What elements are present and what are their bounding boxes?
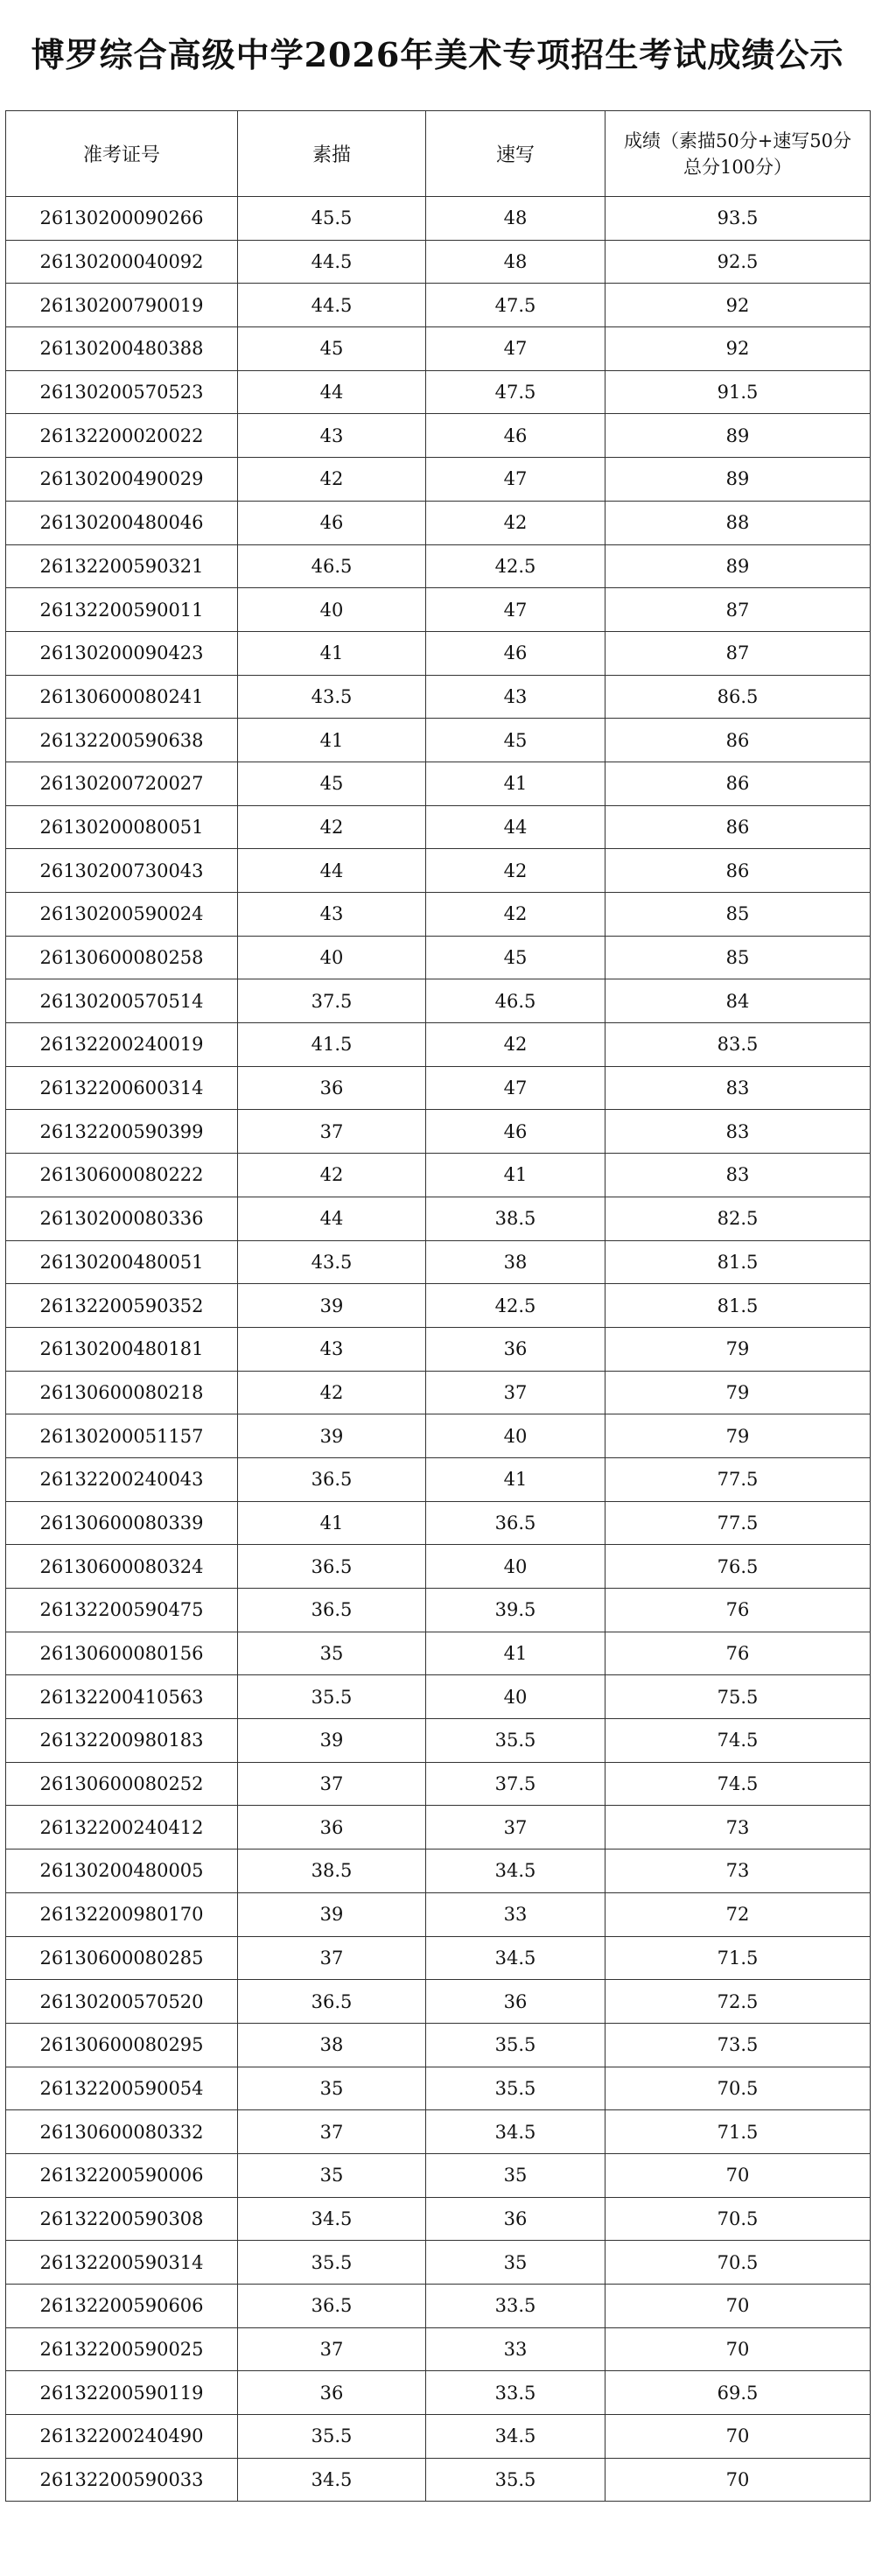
cell-sketch: 46.5 [238,544,426,588]
cell-quick-sketch: 48 [426,240,606,284]
score-table [5,110,871,2502]
cell-sketch: 43 [238,414,426,458]
cell-sketch: 36.5 [238,2285,426,2328]
cell-total-score: 92 [606,327,871,371]
cell-exam-id: 26132200590119 [6,2371,238,2415]
cell-total-score: 83 [606,1154,871,1197]
cell-exam-id: 26132200590606 [6,2285,238,2328]
cell-quick-sketch: 35.5 [426,1719,606,1763]
table-row [6,979,871,1023]
table-row [6,2241,871,2285]
table-row [6,370,871,414]
cell-exam-id: 26132200240043 [6,1457,238,1501]
cell-total-score: 83.5 [606,1023,871,1067]
cell-quick-sketch: 47.5 [426,370,606,414]
cell-total-score: 86 [606,762,871,805]
table-row [6,2458,871,2502]
cell-quick-sketch: 35.5 [426,2067,606,2110]
table-row [6,544,871,588]
table-row [6,1675,871,1719]
cell-exam-id: 26130600080156 [6,1632,238,1675]
cell-sketch: 42 [238,1371,426,1414]
cell-quick-sketch: 38.5 [426,1197,606,1240]
table-row [6,458,871,502]
header-sketch: 素描 [238,111,426,197]
cell-quick-sketch: 33.5 [426,2285,606,2328]
cell-quick-sketch: 43 [426,675,606,719]
cell-quick-sketch: 42 [426,849,606,893]
cell-sketch: 36 [238,1806,426,1850]
table-row [6,1066,871,1110]
cell-total-score: 70 [606,2327,871,2371]
cell-exam-id: 26132200980170 [6,1892,238,1936]
cell-sketch: 46 [238,501,426,544]
cell-total-score: 89 [606,414,871,458]
cell-total-score: 83 [606,1110,871,1154]
cell-total-score: 87 [606,631,871,675]
cell-total-score: 86.5 [606,675,871,719]
cell-total-score: 85 [606,893,871,937]
cell-total-score: 93.5 [606,197,871,241]
cell-total-score: 79 [606,1414,871,1458]
cell-quick-sketch: 36 [426,1980,606,2024]
table-row [6,1284,871,1328]
cell-exam-id: 26132200590308 [6,2197,238,2241]
cell-total-score: 91.5 [606,370,871,414]
cell-exam-id: 26132200590025 [6,2327,238,2371]
cell-total-score: 92.5 [606,240,871,284]
cell-sketch: 45.5 [238,197,426,241]
cell-exam-id: 26130200480046 [6,501,238,544]
cell-sketch: 39 [238,1414,426,1458]
table-row [6,2153,871,2197]
cell-total-score: 76 [606,1589,871,1632]
cell-quick-sketch: 42 [426,501,606,544]
cell-quick-sketch: 48 [426,197,606,241]
cell-sketch: 36.5 [238,1545,426,1589]
cell-total-score: 70 [606,2153,871,2197]
cell-exam-id: 26130200790019 [6,284,238,327]
cell-quick-sketch: 41 [426,1457,606,1501]
cell-exam-id: 26130200490029 [6,458,238,502]
table-row [6,1110,871,1154]
table-row [6,197,871,241]
cell-total-score: 70.5 [606,2067,871,2110]
cell-quick-sketch: 40 [426,1675,606,1719]
cell-exam-id: 26132200590054 [6,2067,238,2110]
cell-exam-id: 26132200590011 [6,588,238,632]
cell-quick-sketch: 46 [426,631,606,675]
cell-exam-id: 26130600080252 [6,1762,238,1806]
cell-quick-sketch: 42 [426,893,606,937]
header-total-score [606,111,871,197]
table-row [6,414,871,458]
table-header-row [6,111,871,197]
cell-exam-id: 26130200080051 [6,805,238,849]
cell-quick-sketch: 35.5 [426,2023,606,2067]
table-row [6,1545,871,1589]
cell-sketch: 41 [238,719,426,762]
cell-exam-id: 26132200590006 [6,2153,238,2197]
table-row [6,1154,871,1197]
cell-quick-sketch: 46.5 [426,979,606,1023]
table-row [6,1197,871,1240]
header-total-score-line2: 总分100分） [682,156,793,178]
cell-exam-id: 26130200570523 [6,370,238,414]
cell-exam-id: 26132200240490 [6,2415,238,2459]
cell-exam-id: 26130200480051 [6,1240,238,1284]
table-row [6,1762,871,1806]
table-row [6,1457,871,1501]
table-row [6,2285,871,2328]
cell-sketch: 41 [238,1501,426,1545]
cell-total-score: 76.5 [606,1545,871,1589]
table-row [6,2023,871,2067]
cell-sketch: 37 [238,1762,426,1806]
cell-quick-sketch: 44 [426,805,606,849]
table-row [6,893,871,937]
cell-exam-id: 26130200051157 [6,1414,238,1458]
cell-sketch: 37 [238,2110,426,2154]
table-row [6,2067,871,2110]
table-row [6,1806,871,1850]
cell-quick-sketch: 34.5 [426,2110,606,2154]
table-row [6,1023,871,1067]
table-row [6,588,871,632]
cell-exam-id: 26132200590399 [6,1110,238,1154]
cell-total-score: 84 [606,979,871,1023]
table-row [6,1850,871,1893]
cell-total-score: 89 [606,458,871,502]
cell-quick-sketch: 41 [426,1632,606,1675]
table-row [6,1719,871,1763]
cell-exam-id: 26130200080336 [6,1197,238,1240]
table-row [6,631,871,675]
cell-total-score: 74.5 [606,1719,871,1763]
cell-total-score: 86 [606,719,871,762]
cell-quick-sketch: 37 [426,1371,606,1414]
cell-sketch: 39 [238,1284,426,1328]
page-title: 博罗综合高级中学2026年美术专项招生考试成绩公示 [31,35,844,74]
cell-total-score: 73.5 [606,2023,871,2067]
table-row [6,2415,871,2459]
cell-quick-sketch: 36.5 [426,1501,606,1545]
cell-total-score: 86 [606,805,871,849]
cell-sketch: 36.5 [238,1589,426,1632]
table-row [6,1501,871,1545]
cell-quick-sketch: 37 [426,1806,606,1850]
cell-exam-id: 26130600080241 [6,675,238,719]
cell-total-score: 85 [606,936,871,979]
cell-sketch: 41.5 [238,1023,426,1067]
table-row [6,2110,871,2154]
cell-total-score: 70 [606,2285,871,2328]
cell-quick-sketch: 47 [426,588,606,632]
table-row [6,240,871,284]
cell-exam-id: 26130200570514 [6,979,238,1023]
cell-sketch: 42 [238,458,426,502]
cell-quick-sketch: 34.5 [426,1936,606,1980]
cell-exam-id: 26132200590314 [6,2241,238,2285]
cell-sketch: 39 [238,1892,426,1936]
cell-total-score: 70.5 [606,2197,871,2241]
cell-quick-sketch: 41 [426,762,606,805]
cell-sketch: 38.5 [238,1850,426,1893]
cell-quick-sketch: 40 [426,1414,606,1458]
header-exam-id: 准考证号 [6,111,238,197]
table-row [6,1980,871,2024]
table-row [6,2327,871,2371]
cell-sketch: 36.5 [238,1980,426,2024]
cell-quick-sketch: 47 [426,327,606,371]
cell-exam-id: 26130600080285 [6,1936,238,1980]
cell-total-score: 87 [606,588,871,632]
cell-sketch: 37 [238,1110,426,1154]
cell-sketch: 35.5 [238,1675,426,1719]
cell-quick-sketch: 34.5 [426,2415,606,2459]
table-row [6,1327,871,1371]
cell-quick-sketch: 36 [426,2197,606,2241]
cell-exam-id: 26130200040092 [6,240,238,284]
cell-sketch: 44.5 [238,284,426,327]
cell-quick-sketch: 47.5 [426,284,606,327]
cell-exam-id: 26130200480181 [6,1327,238,1371]
cell-exam-id: 26132200590352 [6,1284,238,1328]
cell-quick-sketch: 34.5 [426,1850,606,1893]
cell-total-score: 79 [606,1327,871,1371]
cell-quick-sketch: 35 [426,2241,606,2285]
cell-exam-id: 26132200590638 [6,719,238,762]
cell-exam-id: 26130600080332 [6,2110,238,2154]
cell-quick-sketch: 33.5 [426,2371,606,2415]
cell-total-score: 86 [606,849,871,893]
cell-quick-sketch: 42 [426,1023,606,1067]
cell-total-score: 71.5 [606,2110,871,2154]
cell-exam-id: 26130200090266 [6,197,238,241]
cell-exam-id: 26132200590033 [6,2458,238,2502]
cell-sketch: 40 [238,936,426,979]
cell-total-score: 81.5 [606,1284,871,1328]
cell-sketch: 44 [238,370,426,414]
cell-total-score: 79 [606,1371,871,1414]
cell-exam-id: 26130600080324 [6,1545,238,1589]
cell-total-score: 89 [606,544,871,588]
table-row [6,762,871,805]
table-row [6,284,871,327]
cell-total-score: 71.5 [606,1936,871,1980]
cell-sketch: 38 [238,2023,426,2067]
cell-sketch: 43.5 [238,675,426,719]
cell-exam-id: 26132200020022 [6,414,238,458]
cell-total-score: 74.5 [606,1762,871,1806]
cell-sketch: 34.5 [238,2458,426,2502]
cell-exam-id: 26130200480388 [6,327,238,371]
cell-sketch: 37 [238,1936,426,1980]
cell-quick-sketch: 40 [426,1545,606,1589]
cell-exam-id: 26132200240019 [6,1023,238,1067]
cell-quick-sketch: 38 [426,1240,606,1284]
cell-total-score: 77.5 [606,1457,871,1501]
table-row [6,1371,871,1414]
cell-quick-sketch: 35.5 [426,2458,606,2502]
cell-sketch: 43 [238,893,426,937]
header-total-score-line1: 成绩（素描50分+速写50分 [623,130,852,151]
cell-quick-sketch: 35 [426,2153,606,2197]
cell-sketch: 45 [238,762,426,805]
cell-quick-sketch: 39.5 [426,1589,606,1632]
cell-sketch: 42 [238,1154,426,1197]
cell-sketch: 37.5 [238,979,426,1023]
table-row [6,327,871,371]
cell-sketch: 44 [238,1197,426,1240]
cell-quick-sketch: 42.5 [426,544,606,588]
cell-total-score: 81.5 [606,1240,871,1284]
cell-exam-id: 26130200720027 [6,762,238,805]
cell-total-score: 70 [606,2415,871,2459]
cell-total-score: 73 [606,1850,871,1893]
cell-quick-sketch: 33 [426,1892,606,1936]
cell-quick-sketch: 46 [426,1110,606,1154]
table-row [6,501,871,544]
cell-total-score: 77.5 [606,1501,871,1545]
cell-total-score: 83 [606,1066,871,1110]
cell-total-score: 70 [606,2458,871,2502]
cell-exam-id: 26130600080222 [6,1154,238,1197]
cell-sketch: 36.5 [238,1457,426,1501]
table-row [6,805,871,849]
cell-quick-sketch: 33 [426,2327,606,2371]
cell-sketch: 45 [238,327,426,371]
cell-total-score: 88 [606,501,871,544]
cell-sketch: 39 [238,1719,426,1763]
cell-exam-id: 26132200410563 [6,1675,238,1719]
table-row [6,1589,871,1632]
cell-sketch: 35.5 [238,2415,426,2459]
cell-exam-id: 26130600080218 [6,1371,238,1414]
table-row [6,719,871,762]
cell-total-score: 76 [606,1632,871,1675]
cell-exam-id: 26132200980183 [6,1719,238,1763]
table-row [6,2197,871,2241]
cell-quick-sketch: 45 [426,936,606,979]
table-row [6,675,871,719]
table-row [6,936,871,979]
cell-sketch: 43 [238,1327,426,1371]
cell-total-score: 75.5 [606,1675,871,1719]
cell-quick-sketch: 41 [426,1154,606,1197]
cell-exam-id: 26132200590321 [6,544,238,588]
table-row [6,1632,871,1675]
cell-total-score: 72.5 [606,1980,871,2024]
cell-quick-sketch: 47 [426,1066,606,1110]
cell-exam-id: 26130600080258 [6,936,238,979]
table-row [6,2371,871,2415]
cell-sketch: 41 [238,631,426,675]
cell-exam-id: 26130200090423 [6,631,238,675]
cell-sketch: 35.5 [238,2241,426,2285]
cell-total-score: 82.5 [606,1197,871,1240]
cell-quick-sketch: 45 [426,719,606,762]
cell-quick-sketch: 36 [426,1327,606,1371]
cell-exam-id: 26130200590024 [6,893,238,937]
cell-sketch: 34.5 [238,2197,426,2241]
cell-sketch: 44.5 [238,240,426,284]
cell-total-score: 69.5 [606,2371,871,2415]
cell-exam-id: 26130200570520 [6,1980,238,2024]
cell-quick-sketch: 42.5 [426,1284,606,1328]
cell-sketch: 35 [238,1632,426,1675]
cell-sketch: 42 [238,805,426,849]
table-row [6,849,871,893]
cell-sketch: 35 [238,2067,426,2110]
table-row [6,1892,871,1936]
cell-quick-sketch: 47 [426,458,606,502]
cell-exam-id: 26132200240412 [6,1806,238,1850]
cell-sketch: 36 [238,2371,426,2415]
cell-total-score: 70.5 [606,2241,871,2285]
cell-total-score: 73 [606,1806,871,1850]
cell-exam-id: 26132200600314 [6,1066,238,1110]
cell-sketch: 43.5 [238,1240,426,1284]
cell-quick-sketch: 46 [426,414,606,458]
cell-sketch: 36 [238,1066,426,1110]
cell-exam-id: 26130600080339 [6,1501,238,1545]
cell-exam-id: 26132200590475 [6,1589,238,1632]
cell-quick-sketch: 37.5 [426,1762,606,1806]
cell-exam-id: 26130200730043 [6,849,238,893]
cell-total-score: 92 [606,284,871,327]
cell-exam-id: 26130200480005 [6,1850,238,1893]
table-row [6,1414,871,1458]
cell-sketch: 37 [238,2327,426,2371]
header-quick-sketch: 速写 [426,111,606,197]
cell-sketch: 40 [238,588,426,632]
cell-exam-id: 26130600080295 [6,2023,238,2067]
cell-sketch: 44 [238,849,426,893]
cell-sketch: 35 [238,2153,426,2197]
table-row [6,1240,871,1284]
table-body [6,197,871,2502]
table-row [6,1936,871,1980]
cell-total-score: 72 [606,1892,871,1936]
